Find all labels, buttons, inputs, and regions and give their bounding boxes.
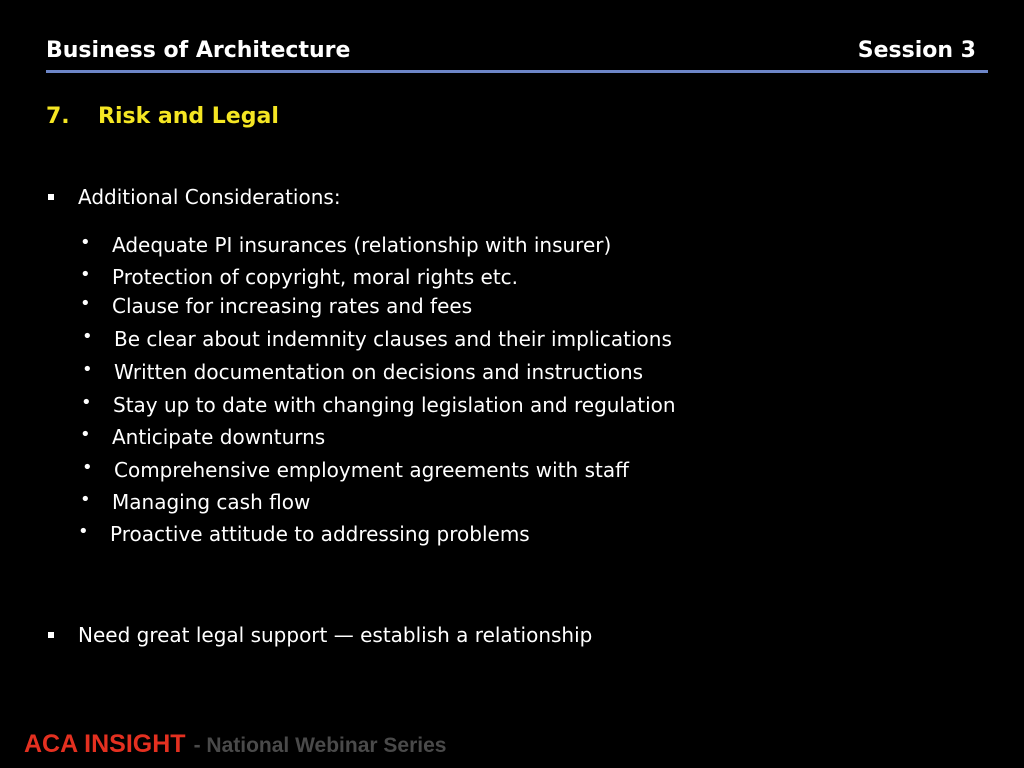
bullet-dot-icon: • <box>80 424 91 445</box>
list-item-text: Written documentation on decisions and instructions <box>114 360 644 384</box>
bullet-dot-icon: • <box>80 489 91 510</box>
slide-header <box>46 38 976 68</box>
square-bullet-icon <box>48 194 54 200</box>
list-item-text: Managing cash flow <box>112 490 311 514</box>
header-divider <box>46 70 988 73</box>
list-item-text: Proactive attitude to addressing problems <box>110 522 530 546</box>
bullet-text: Additional Considerations: <box>78 185 341 209</box>
bullet-dot-icon: • <box>81 392 92 413</box>
bullet-dot-icon: • <box>80 293 91 314</box>
square-bullet-icon <box>48 632 54 638</box>
list-item-text: Adequate PI insurances (relationship with insurer) <box>112 233 612 257</box>
footer-branding <box>24 730 446 759</box>
list-item-text: Be clear about indemnity clauses and their implications <box>114 327 672 351</box>
section-number: 7. <box>46 104 70 129</box>
series-label: - National Webinar Series <box>193 734 447 757</box>
section-heading <box>46 104 279 129</box>
list-item-text: Clause for increasing rates and fees <box>112 294 473 318</box>
section-title: Risk and Legal <box>98 104 279 129</box>
bullet-dot-icon: • <box>80 264 91 285</box>
brand-logo-text: ACA INSIGHT <box>24 730 186 758</box>
slide-title: Business of Architecture <box>46 38 351 63</box>
list-item-text: Stay up to date with changing legislation and regulation <box>113 393 676 417</box>
bullet-dot-icon: • <box>78 521 89 542</box>
bullet-dot-icon: • <box>82 359 93 380</box>
list-item-text: Comprehensive employment agreements with staff <box>114 458 629 482</box>
bullet-dot-icon: • <box>82 457 93 478</box>
bullet-dot-icon: • <box>82 326 93 347</box>
list-item-text: Anticipate downturns <box>112 425 326 449</box>
bullet-text: Need great legal support — establish a relationship <box>78 623 593 647</box>
list-item-text: Protection of copyright, moral rights etc. <box>112 265 519 289</box>
bullet-dot-icon: • <box>80 232 91 253</box>
session-label: Session 3 <box>857 38 976 63</box>
